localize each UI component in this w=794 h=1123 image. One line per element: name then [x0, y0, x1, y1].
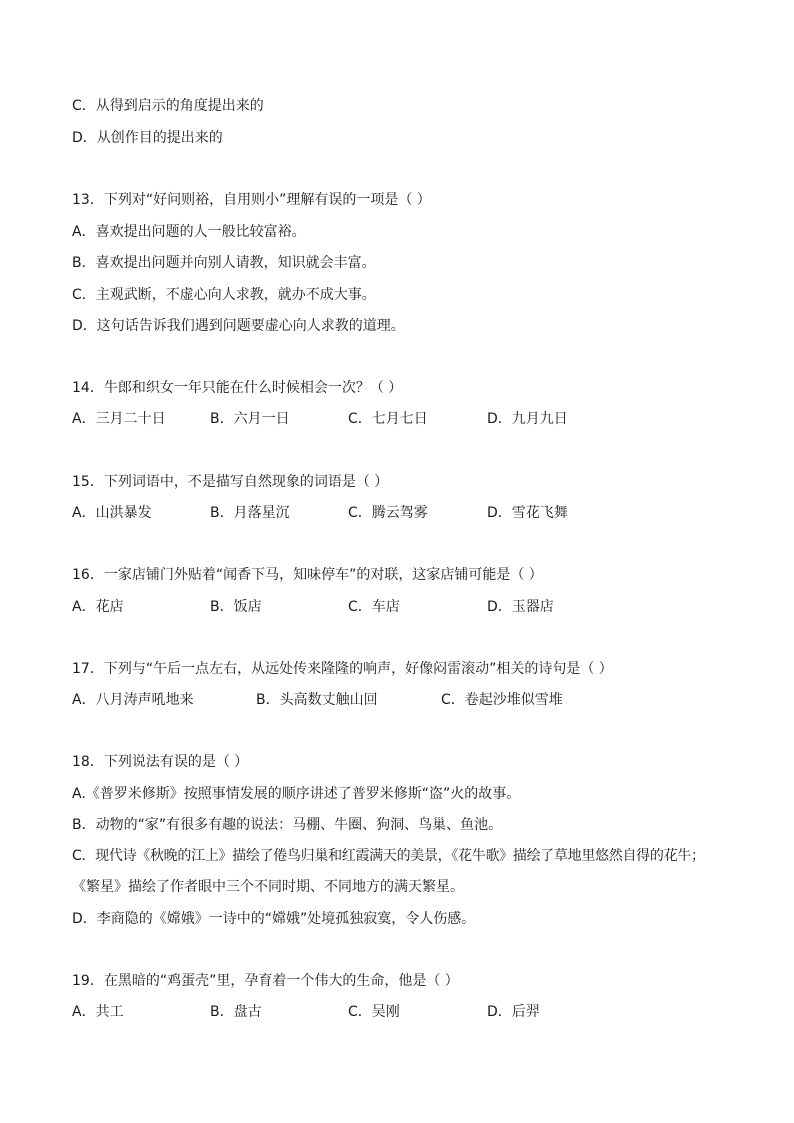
q19-option-a: A．共工	[72, 1004, 124, 1020]
q15-options	[72, 503, 732, 523]
q15-option-d: D．雪花飞舞	[487, 505, 568, 521]
q18-option-b: B．动物的“家”有很多有趣的说法：马棚、牛圈、狗洞、鸟巢、鱼池。	[72, 817, 503, 833]
q18-option-d: D．李商隐的《嫦娥》一诗中的“嫦娥”处境孤独寂寞，令人伤感。	[72, 911, 476, 927]
q12-option-c: C．从得到启示的角度提出来的	[72, 98, 264, 114]
q16-option-a: A．花店	[72, 599, 124, 615]
q14-stem: 14．牛郎和织女一年只能在什么时候相会一次？（ ）	[72, 380, 403, 396]
q17-option-b: B．头高数丈触山回	[256, 692, 378, 708]
q15-stem: 15．下列词语中，不是描写自然现象的词语是（ ）	[72, 474, 389, 490]
q19-option-b: B．盘古	[210, 1004, 262, 1020]
q16-options	[72, 597, 732, 617]
q17-option-a: A．八月涛声吼地来	[72, 692, 194, 708]
q13-option-c: C．主观武断，不虚心向人求教，就办不成大事。	[72, 287, 376, 303]
q16-option-b: B．饭店	[210, 599, 262, 615]
q17-options	[72, 690, 732, 710]
q18-option-a: A.《普罗米修斯》按照事情发展的顺序讲述了普罗米修斯“盗”火的故事。	[72, 786, 521, 802]
q16-option-d: D．玉器店	[487, 599, 554, 615]
q19-options	[72, 1002, 732, 1022]
q18-stem: 18．下列说法有误的是（ ）	[72, 754, 249, 770]
q13-stem: 13．下列对“好问则裕，自用则小”理解有误的一项是（ ）	[72, 192, 431, 208]
q19-option-d: D．后羿	[487, 1004, 540, 1020]
q16-stem: 16．一家店铺门外贴着“闻香下马，知味停车”的对联，这家店铺可能是（ ）	[72, 567, 543, 583]
q17-option-c: C．卷起沙堆似雪堆	[441, 692, 563, 708]
q18-option-c-line1: C．现代诗《秋晚的江上》描绘了倦鸟归巢和红霞满天的美景，《花牛歌》描绘了草地里悠然自得的花牛；	[72, 848, 705, 864]
q14-option-d: D．九月九日	[487, 411, 568, 427]
q17-stem: 17．下列与“午后一点左右，从远处传来隆隆的响声，好像闷雷滚动”相关的诗句是（ ）	[72, 661, 613, 677]
q14-option-c: C．七月七日	[348, 411, 428, 427]
q19-option-c: C．吴刚	[348, 1004, 400, 1020]
q12-option-d: D．从创作目的提出来的	[72, 130, 223, 146]
q15-option-c: C．腾云驾雾	[348, 505, 428, 521]
q13-option-b: B．喜欢提出问题并向别人请教，知识就会丰富。	[72, 255, 376, 271]
q19-stem: 19．在黑暗的“鸡蛋壳”里，孕育着一个伟大的生命，他是（ ）	[72, 973, 459, 989]
q13-option-a: A．喜欢提出问题的人一般比较富裕。	[72, 224, 306, 240]
q15-option-b: B．月落星沉	[210, 505, 290, 521]
q16-option-c: C．车店	[348, 599, 400, 615]
q15-option-a: A．山洪暴发	[72, 505, 152, 521]
q13-option-d: D．这句话告诉我们遇到问题要虚心向人求教的道理。	[72, 318, 405, 334]
q14-option-b: B．六月一日	[210, 411, 290, 427]
q14-option-a: A．三月二十日	[72, 411, 166, 427]
q14-options	[72, 409, 732, 429]
q18-option-c-line2: 《繁星》描绘了作者眼中三个不同时期、不同地方的满天繁星。	[72, 879, 464, 895]
